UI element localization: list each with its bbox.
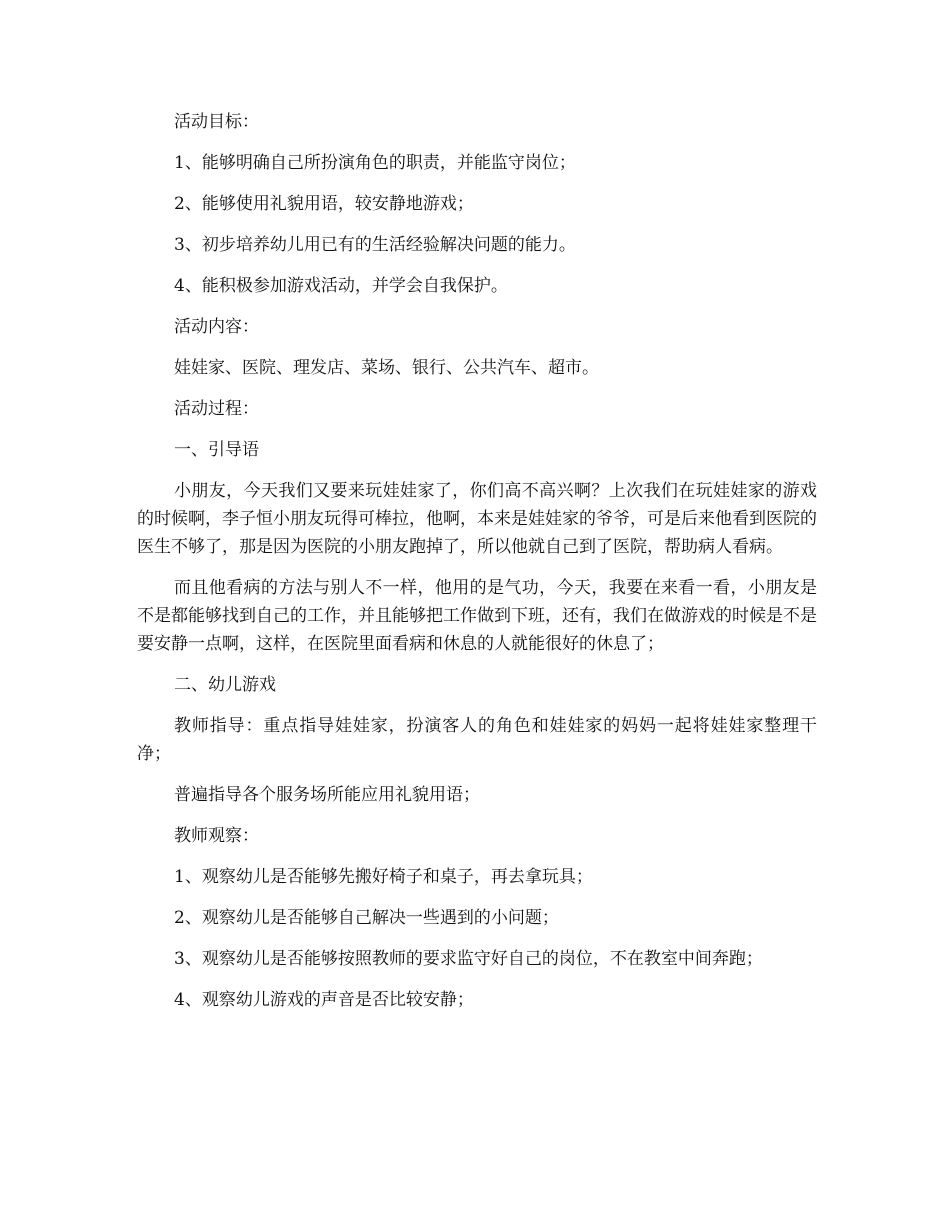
body-paragraph: 教师指导：重点指导娃娃家，扮演客人的角色和娃娃家的妈妈一起将娃娃家整理干净； [137,716,817,764]
goal-item: 4、能积极参加游戏活动，并学会自我保护。 [174,276,508,296]
goal-item: 1、能够明确自己所扮演角色的职责，并能监守岗位； [174,153,576,173]
content-paragraph: 娃娃家、医院、理发店、菜场、银行、公共汽车、超市。 [174,358,599,378]
section-heading-content: 活动内容： [174,317,259,337]
subsection-heading-game: 二、幼儿游戏 [174,675,276,695]
goal-item: 2、能够使用礼貌用语，较安静地游戏； [174,194,474,214]
subsection-heading-intro: 一、引导语 [174,440,259,460]
body-paragraph: 而且他看病的方法与别人不一样，他用的是气功，今天，我要在来看一看，小朋友是不是都能够找到自己的工作，并且能够把工作做到下班，还有，我们在做游戏的时候是不是要安静一点啊，这样，在医院里面看病和休息的人就能很好的休息了； [137,578,817,654]
body-paragraph: 普遍指导各个服务场所能应用礼貌用语； [174,785,480,805]
observation-item: 3、观察幼儿是否能够按照教师的要求监守好自己的岗位，不在教室中间奔跑； [174,949,763,969]
section-heading-goals: 活动目标： [174,112,259,132]
goal-item: 3、初步培养幼儿用已有的生活经验解决问题的能力。 [174,235,576,255]
observation-item: 2、观察幼儿是否能够自己解决一些遇到的小问题； [174,908,559,928]
document-page [137,108,817,1027]
section-heading-process: 活动过程： [174,399,259,419]
observation-item: 4、观察幼儿游戏的声音是否比较安静； [174,990,474,1010]
section-heading-observation: 教师观察： [174,826,259,846]
body-paragraph: 小朋友，今天我们又要来玩娃娃家了，你们高不高兴啊？上次我们在玩娃娃家的游戏的时候啊，李子恒小朋友玩得可棒拉，他啊，本来是娃娃家的爷爷，可是后来他看到医院的医生不够了，那是因为医院的小朋友跑掉了，所以他就自己到了医院，帮助病人看病。 [137,481,817,557]
observation-item: 1、观察幼儿是否能够先搬好椅子和桌子，再去拿玩具； [174,867,593,887]
